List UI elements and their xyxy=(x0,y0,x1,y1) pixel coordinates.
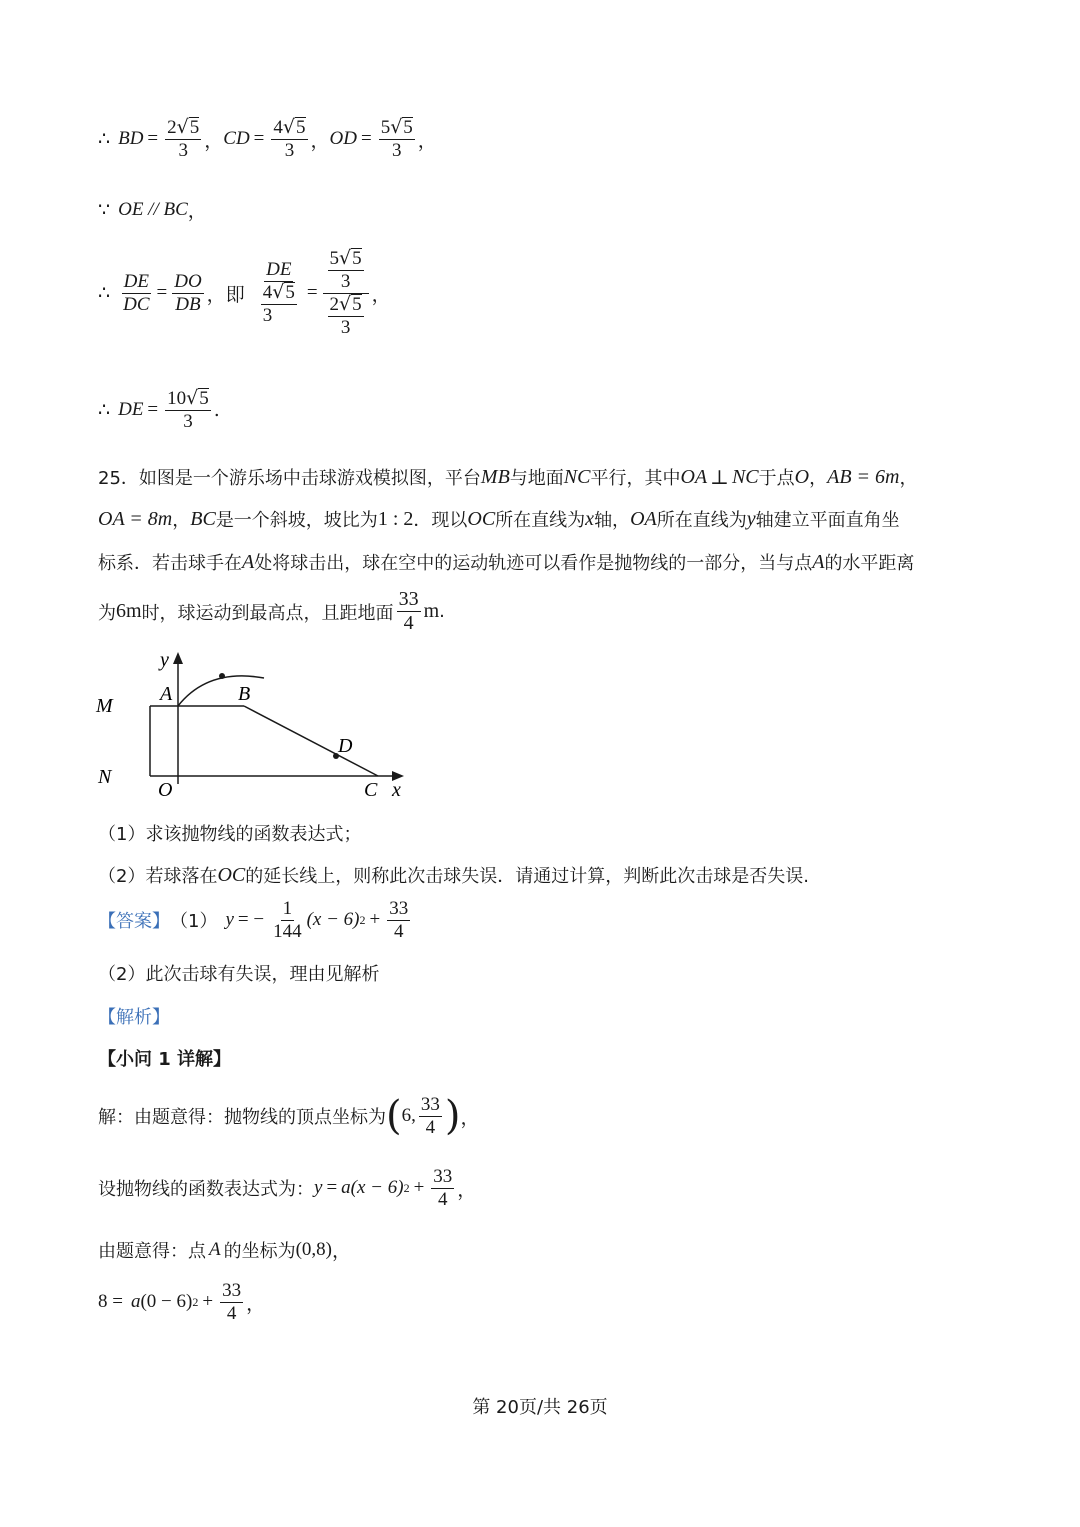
comma: ， xyxy=(332,1240,352,1262)
comma: ， xyxy=(460,1106,480,1129)
label-mb: MB xyxy=(480,465,510,488)
denominator: 3 xyxy=(183,410,193,432)
radicand: 5 xyxy=(403,117,413,138)
slope-ratio: 1 : 2 xyxy=(377,507,414,530)
solution-vertex: 解：由题意得：抛物线的顶点坐标为 ( 6, $\frac{33}{4}$ ) ， xyxy=(98,1093,480,1140)
denominator: 3 xyxy=(340,316,351,338)
label-c: C xyxy=(364,779,378,801)
lhs: 8 = xyxy=(98,1291,123,1313)
q25-text: 是一个斜坡，坡比为 xyxy=(215,510,378,531)
q25-text: 时，球运动到最高点，且距地面 xyxy=(141,602,394,624)
label-nc: NC xyxy=(563,465,591,488)
numerator-de: DE xyxy=(266,259,292,281)
coef-2: 2 xyxy=(167,117,177,138)
answer-number: （1） xyxy=(170,911,218,933)
q25-text: ．现以 xyxy=(413,510,468,531)
q25-text: 为 xyxy=(98,602,116,624)
nested-fraction-bottom: 2 √ 5 3 xyxy=(329,292,362,338)
numerator: 33 xyxy=(398,588,419,610)
parabola-curve xyxy=(178,676,264,706)
comma: ， xyxy=(809,468,828,489)
therefore-symbol: ∴ xyxy=(98,399,111,422)
label-bc: BC xyxy=(190,507,216,530)
line-bd-cd-od xyxy=(98,117,437,162)
label-d: D xyxy=(338,735,353,757)
nested-fraction-top: 5 √ 5 3 xyxy=(329,247,362,292)
label-oa: OA xyxy=(680,465,708,488)
numerator: 33 xyxy=(389,898,409,919)
oa-length: OA = 8m xyxy=(98,507,173,530)
denominator: 4 xyxy=(403,612,414,634)
denominator: 3 xyxy=(340,270,351,292)
ji-word: 即 xyxy=(225,283,245,306)
squared-term: (0 − 6) xyxy=(140,1291,193,1313)
plus-sign: + xyxy=(369,909,381,931)
analysis-tag: 【解析】 xyxy=(98,1007,170,1028)
var-a: a xyxy=(341,1177,351,1199)
constant-fraction xyxy=(431,1166,454,1211)
q25-text: 25．如图是一个游乐场中击球游戏模拟图，平台 xyxy=(98,468,481,489)
fraction-bd: 2 √ 5 3 xyxy=(167,116,200,161)
radicand: 5 xyxy=(189,117,200,138)
label-o: O xyxy=(158,779,173,801)
var-x: x xyxy=(585,507,595,530)
solution-text: 解：由题意得：抛物线的顶点坐标为 xyxy=(98,1107,386,1129)
solution-substitute xyxy=(98,1280,265,1325)
part-1-question xyxy=(98,820,361,846)
constant-fraction xyxy=(220,1280,243,1325)
therefore-symbol: ∴ xyxy=(98,128,111,151)
part-2-text: 的延长线上，则称此次击球失误．请通过计算，判断此次击球是否失误. xyxy=(245,866,809,887)
point-on-curve xyxy=(219,673,225,679)
denominator: 4 xyxy=(393,920,404,942)
unit-m: m xyxy=(423,600,440,622)
radicand: 5 xyxy=(352,248,362,269)
equals-minus: = − xyxy=(237,909,265,931)
comma: ， xyxy=(187,200,207,222)
q25-text: 轴建立平面直角坐 xyxy=(755,510,900,531)
var-y: y xyxy=(225,909,234,931)
denominator: 4 xyxy=(425,1116,436,1138)
sub1-tag: 【小问 1 详解】 xyxy=(98,1049,232,1070)
radicand: 5 xyxy=(199,388,209,409)
label-x: x xyxy=(392,779,401,801)
denominator: 3 xyxy=(262,305,273,327)
solution-text: 由题意得：点 xyxy=(98,1240,206,1262)
coef-4: 4 xyxy=(273,117,283,138)
radicand: 5 xyxy=(352,293,362,315)
answer-1 xyxy=(98,898,413,943)
label-n: N xyxy=(98,766,112,788)
comma: ， xyxy=(204,129,224,152)
answer-2 xyxy=(98,960,379,986)
part-2-text: （2）若球落在 xyxy=(98,866,218,887)
label-y: y xyxy=(160,650,169,671)
exponent: 2 xyxy=(192,1294,199,1309)
var-y: y xyxy=(746,507,756,530)
line-oe-parallel-bc xyxy=(98,196,207,223)
equals-sign: = xyxy=(253,128,265,150)
radicand: 5 xyxy=(296,117,306,138)
q25-text: 轴， xyxy=(594,510,631,531)
constant-fraction xyxy=(387,898,410,943)
comma: ， xyxy=(457,1178,477,1201)
denominator: 3 xyxy=(284,139,295,161)
solution-text: 设抛物线的函数表达式为： xyxy=(98,1179,314,1201)
label-oa: OA xyxy=(630,507,657,530)
radicand: 5 xyxy=(285,282,295,304)
label-a: A xyxy=(209,1238,221,1260)
comma: ， xyxy=(371,283,391,306)
line-ratio: ∴ $\frac{DE}{DC}$ = $\frac{DO}{DB}$ ， 即 DE 4 √ 5 3 = 5 √ 5 3 2 √ 5 3 ， xyxy=(98,247,391,338)
equals-sign: = xyxy=(360,128,372,150)
numerator: 33 xyxy=(433,1166,453,1187)
question-25-line-3 xyxy=(98,549,914,575)
coef-5: 5 xyxy=(329,248,340,269)
exponent: 2 xyxy=(359,912,366,927)
denominator-db: DB xyxy=(175,293,201,315)
label-o: O xyxy=(794,465,810,488)
q25-text: 处将球击出，球在空中的运动轨迹可以看作是抛物线的一部分，当与点 xyxy=(254,553,813,574)
question-25-line-1 xyxy=(98,464,917,490)
q25-text: 标系．若击球手在 xyxy=(98,553,242,574)
label-b: B xyxy=(238,683,251,705)
perp-symbol: ⊥ xyxy=(710,466,729,489)
fraction-de-over xyxy=(256,259,302,327)
period: . xyxy=(439,601,445,622)
comma: ， xyxy=(899,468,918,489)
line-de-result: ∴ DE = 10 √ 5 3 . xyxy=(98,387,220,432)
numerator: 33 xyxy=(222,1280,242,1301)
label-a: A xyxy=(242,550,255,573)
q25-text: 与地面 xyxy=(509,468,564,489)
denominator: 4 xyxy=(226,1302,237,1324)
segment-de: DE xyxy=(118,399,144,421)
sub-question-1-heading xyxy=(98,1045,231,1071)
geometry-figure xyxy=(94,650,424,806)
fraction-do-db xyxy=(172,271,203,316)
analysis-heading xyxy=(98,1003,170,1029)
denominator: 3 xyxy=(391,139,402,161)
parallel-statement: OE // BC xyxy=(118,198,188,220)
solution-text: 的坐标为 xyxy=(223,1240,296,1262)
question-25-line-2 xyxy=(98,506,900,532)
label-nc: NC xyxy=(731,465,759,488)
denominator: 144 xyxy=(273,920,302,942)
solution-point-a xyxy=(98,1236,351,1263)
q25-text: 所在直线为 xyxy=(495,510,586,531)
part-1-text: （1）求该抛物线的函数表达式； xyxy=(98,824,362,845)
coef-fraction xyxy=(271,898,304,943)
segment-od: OD xyxy=(329,128,357,150)
var-a: a xyxy=(130,1291,141,1313)
label-a: A xyxy=(812,550,825,573)
fraction-od: 5 √ 5 3 xyxy=(380,116,413,161)
label-oc: OC xyxy=(467,507,496,530)
denominator: 3 xyxy=(178,139,188,161)
coef-4: 4 xyxy=(262,282,273,304)
equals-sign: = xyxy=(326,1177,338,1199)
y-axis-arrow xyxy=(173,652,183,664)
q25-text: 于点 xyxy=(758,468,795,489)
plus-sign: + xyxy=(413,1177,425,1199)
height-fraction xyxy=(397,588,421,635)
because-symbol: ∵ xyxy=(98,198,111,221)
distance-6m: 6m xyxy=(116,600,142,622)
denominator-dc: DC xyxy=(123,293,150,315)
fraction-de-value: 10 √ 5 3 xyxy=(167,387,209,432)
comma: ， xyxy=(246,1292,266,1315)
comma: ， xyxy=(417,129,437,152)
nested-fraction: 4 √ 5 3 xyxy=(262,281,295,327)
ab-length: AB = 6m xyxy=(827,465,900,488)
therefore-symbol: ∴ xyxy=(98,282,111,305)
fraction-de-dc xyxy=(121,271,151,316)
label-m: M xyxy=(96,695,113,717)
segment-bd: BD xyxy=(118,128,144,150)
q25-text: 平行，其中 xyxy=(590,468,681,489)
denominator: 4 xyxy=(438,1188,448,1210)
period: . xyxy=(213,399,220,422)
coef-5: 5 xyxy=(380,117,391,138)
exponent: 2 xyxy=(403,1180,410,1195)
fraction-nested-right xyxy=(323,248,369,338)
label-a: A xyxy=(160,683,173,705)
slope-bc xyxy=(244,706,378,776)
coordinate-a: (0,8) xyxy=(295,1238,333,1260)
answer-2-text: （2）此次击球有失误，理由见解析 xyxy=(98,964,380,985)
var-y: y xyxy=(314,1177,323,1199)
comma: ， xyxy=(172,510,191,531)
page-footer: 第 20页/共 26页 xyxy=(472,1397,608,1418)
squared-term: (x − 6) xyxy=(350,1177,404,1199)
q25-text: 所在直线为 xyxy=(656,510,747,531)
numerator: 1 xyxy=(282,898,293,919)
vertex-x: 6, xyxy=(401,1105,416,1127)
segment-cd: CD xyxy=(223,128,250,150)
squared-term: (x − 6) xyxy=(306,909,360,931)
question-25-line-4 xyxy=(98,588,445,635)
comma: ， xyxy=(310,129,330,152)
coef-10: 10 xyxy=(167,388,187,409)
solution-form xyxy=(98,1166,476,1211)
label-oc: OC xyxy=(217,863,246,886)
numerator: 33 xyxy=(420,1094,440,1115)
numerator-de: DE xyxy=(123,270,149,292)
fraction-cd: 4 √ 5 3 xyxy=(273,116,306,161)
equals-sign: = xyxy=(147,128,159,150)
q25-text: 的水平距离 xyxy=(824,553,915,574)
coef-2: 2 xyxy=(329,293,340,315)
vertex-y-fraction xyxy=(419,1094,442,1139)
numerator-do: DO xyxy=(174,270,202,292)
answer-tag: 【答案】 xyxy=(98,911,170,933)
plus-sign: + xyxy=(202,1291,214,1313)
part-2-question xyxy=(98,862,809,888)
